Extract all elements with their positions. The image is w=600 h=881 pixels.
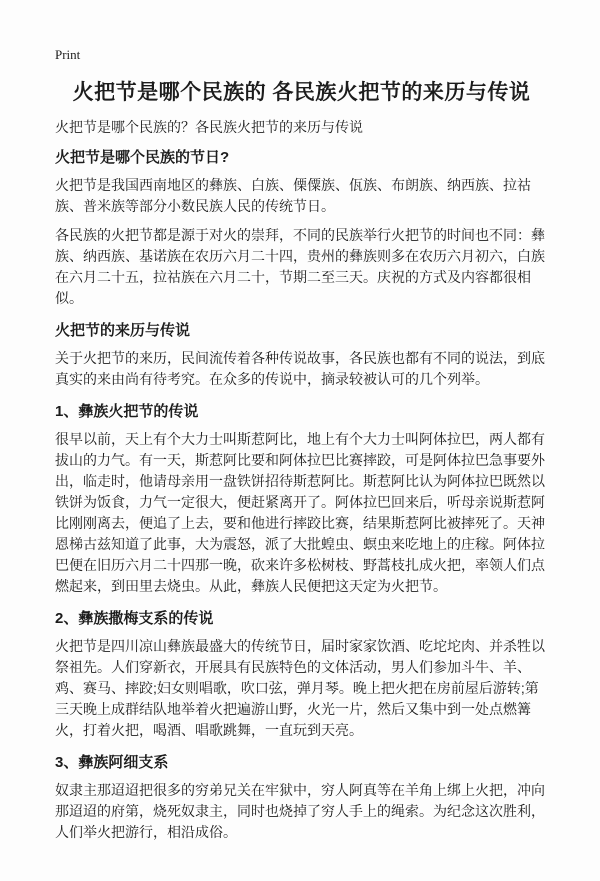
page-title: 火把节是哪个民族的 各民族火把节的来历与传说: [72, 81, 531, 104]
paragraph: 很早以前，天上有个大力士叫斯惹阿比，地上有个大力士叫阿体拉巴，两人都有拔山的力气。有一天，斯惹阿比要和阿体拉巴比赛摔跤，可是阿体拉巴急事要外出，临走时，他请母亲用一盘铁饼招待斯惹阿比。斯惹阿比认为阿体拉巴既然以铁饼为饭食，力气一定很大，便赶紧离开了。阿体拉巴回来后，听母亲说斯惹阿比刚刚离去，便追了上去，要和他进行摔跤比赛，结果斯惹阿比被摔死了。天神恩梯古兹知道了此事，大为震怒，派了大批蝗虫、螟虫来吃地上的庄稼。阿体拉巴便在旧历六月二十四那一晚，砍来许多松树枝、野蒿枝扎成火把，率领人们点燃起来，到田里去烧虫。从此，彝族人民便把这天定为火把节。: [55, 431, 545, 594]
print-link[interactable]: Print: [55, 47, 81, 62]
section-heading: 1、彝族火把节的传说: [55, 403, 199, 420]
section-heading: 2、彝族撒梅支系的传说: [55, 610, 214, 627]
paragraph: 火把节是我国西南地区的彝族、白族、傈僳族、佤族、布朗族、纳西族、拉祜族、普米族等部分小数民族人民的传统节日。: [55, 177, 531, 214]
article-section: [55, 609, 548, 741]
article-body: [55, 148, 548, 843]
section-heading: 3、彝族阿细支系: [55, 754, 169, 771]
paragraph: 关于火把节的来历，民间流传着各种传说故事，各民族也都有不同的说法，到底真实的来由尚有待考究。在众多的传说中，摘录较被认可的几个列举。: [55, 350, 545, 387]
section-heading: 火把节的来历与传说: [55, 322, 191, 339]
paragraph: 奴隶主那迢迢把很多的穷弟兄关在牢狱中，穷人阿真等在羊角上绑上火把，冲向那迢迢的府第，烧死奴隶主，同时也烧掉了穷人手上的绳索。为纪念这次胜利，人们举火把游行，相沿成俗。: [55, 782, 545, 840]
article-section: [55, 148, 548, 309]
article-section: [55, 753, 548, 843]
article-section: [55, 402, 548, 597]
article-section: [55, 321, 548, 390]
section-heading: 火把节是哪个民族的节日?: [55, 149, 230, 166]
article-subtitle: 火把节是哪个民族的？各民族火把节的来历与传说: [55, 119, 363, 135]
paragraph: 火把节是四川凉山彝族最盛大的传统节日，届时家家饮酒、吃坨坨肉、并杀牲以祭祖先。人们穿新衣，开展具有民族特色的文体活动，男人们参加斗牛、羊、鸡、赛马、摔跤;妇女则唱歌，吹口弦，弹月琴。晚上把火把在房前屋后游转;第三天晚上成群结队地举着火把遍游山野，火光一片，然后又集中到一处点燃篝火，打着火把，喝酒、唱歌跳舞，一直玩到天亮。: [55, 638, 545, 738]
paragraph: 各民族的火把节都是源于对火的崇拜，不同的民族举行火把节的时间也不同：彝族、纳西族、基诺族在农历六月二十四，贵州的彝族则多在农历六月初六，白族在六月二十五，拉祜族在六月二十，节期二至三天。庆祝的方式及内容都很相似。: [55, 227, 545, 306]
